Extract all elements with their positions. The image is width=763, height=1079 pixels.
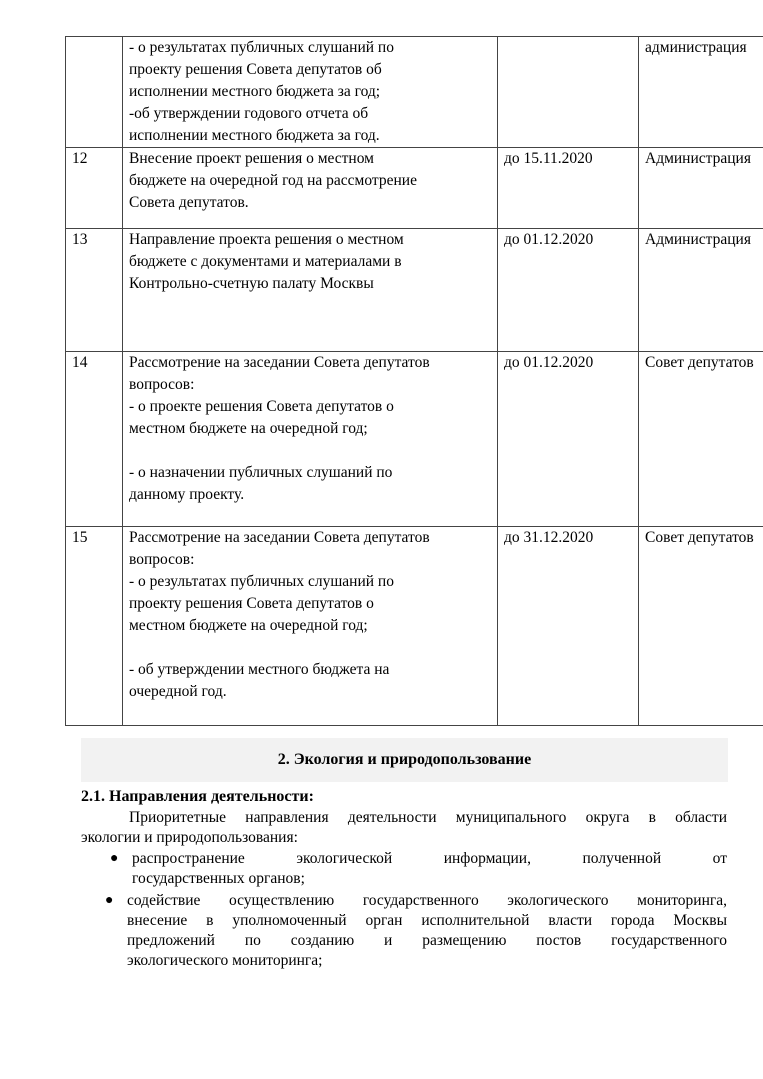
row-description <box>123 148 498 229</box>
row-deadline: до 01.12.2020 <box>498 352 639 527</box>
desc-line: проекту решения Совета депутатов об <box>129 61 382 78</box>
table-row <box>66 352 763 527</box>
row-description <box>123 37 498 148</box>
bullet-line: содействие осуществлению государственного экологического мониторинга, <box>127 892 727 909</box>
row-description <box>123 229 498 352</box>
desc-line: - о результатах публичных слушаний по <box>129 573 394 590</box>
bullet-line: государственных органов; <box>132 870 305 887</box>
row-deadline: до 01.12.2020 <box>498 229 639 352</box>
desc-line: бюджете с документами и материалами в <box>129 253 402 270</box>
row-responsible: Совет депутатов <box>639 527 763 726</box>
bullet-dot-icon: ● <box>110 851 119 866</box>
row-responsible: Администрация <box>639 229 763 352</box>
desc-line: вопросов: <box>129 376 195 393</box>
desc-line: очередной год. <box>129 683 227 700</box>
row-deadline <box>498 37 639 148</box>
intro-paragraph <box>81 808 727 848</box>
desc-line: вопросов: <box>129 551 195 568</box>
desc-line: Внесение проект решения о местном <box>129 150 374 167</box>
desc-line: данному проекту. <box>129 486 245 503</box>
section-heading: 2. Экология и природопользование <box>81 738 728 782</box>
table-row <box>66 229 763 352</box>
plan-table <box>65 36 763 726</box>
desc-line: исполнении местного бюджета за год; <box>129 83 381 100</box>
paragraph-line: Приоритетные направления деятельности муниципального округа в области <box>129 809 727 826</box>
row-number: 14 <box>66 352 123 527</box>
table-row <box>66 37 763 148</box>
desc-line: - об утверждении местного бюджета на <box>129 661 390 678</box>
row-description <box>123 352 498 527</box>
desc-line: местном бюджете на очередной год; <box>129 617 368 634</box>
desc-line: Рассмотрение на заседании Совета депутатов <box>129 354 430 371</box>
bullet-line: внесение в уполномоченный орган исполнительной власти города Москвы <box>127 912 727 929</box>
row-responsible: Совет депутатов <box>639 352 763 527</box>
blank-line <box>129 440 491 462</box>
desc-line: местном бюджете на очередной год; <box>129 420 368 437</box>
desc-line: - о назначении публичных слушаний по <box>129 464 393 481</box>
blank-line <box>129 637 491 659</box>
bullet-item <box>105 891 727 971</box>
desc-line: проекту решения Совета депутатов о <box>129 595 374 612</box>
desc-line: Рассмотрение на заседании Совета депутатов <box>129 529 430 546</box>
desc-line: Направление проекта решения о местном <box>129 231 404 248</box>
bullet-item <box>110 849 727 889</box>
desc-line: -об утверждении годового отчета об <box>129 105 369 122</box>
bullet-line: распространение экологической информации, полученной от <box>132 850 727 867</box>
table-row <box>66 527 763 726</box>
paragraph-line: экологии и природопользования: <box>81 829 298 846</box>
desc-line: - о проекте решения Совета депутатов о <box>129 398 394 415</box>
desc-line: исполнении местного бюджета за год. <box>129 127 380 144</box>
bullet-dot-icon: ● <box>105 893 114 908</box>
desc-line: - о результатах публичных слушаний по <box>129 39 394 56</box>
desc-line: Контрольно-счетную палату Москвы <box>129 275 374 292</box>
row-description <box>123 527 498 726</box>
desc-line: бюджете на очередной год на рассмотрение <box>129 172 417 189</box>
bullet-line: экологического мониторинга; <box>127 952 323 969</box>
subsection-heading: 2.1. Направления деятельности: <box>81 788 314 805</box>
row-responsible: Администрация <box>639 148 763 229</box>
row-number: 13 <box>66 229 123 352</box>
row-deadline: до 15.11.2020 <box>498 148 639 229</box>
row-responsible: администрация <box>639 37 763 148</box>
row-number <box>66 37 123 148</box>
row-number: 12 <box>66 148 123 229</box>
row-deadline: до 31.12.2020 <box>498 527 639 726</box>
desc-line: Совета депутатов. <box>129 194 249 211</box>
table-row <box>66 148 763 229</box>
bullet-line: предложений по созданию и размещению постов государственного <box>127 932 727 949</box>
row-number: 15 <box>66 527 123 726</box>
